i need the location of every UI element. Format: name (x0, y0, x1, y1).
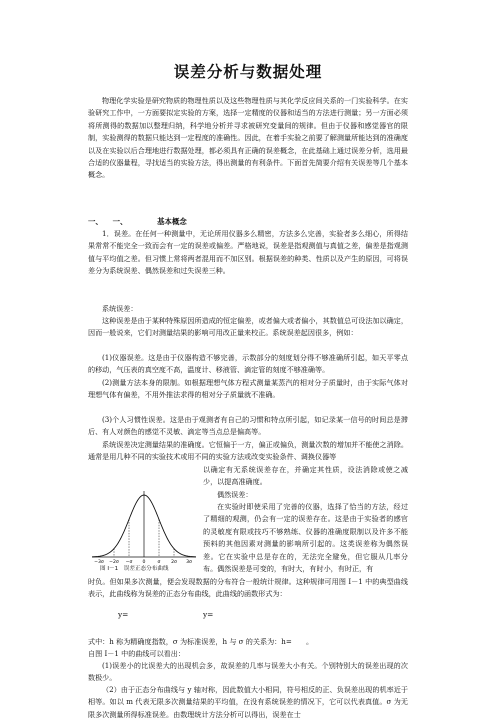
sigma-tick-label: 3σ (186, 560, 192, 565)
systematic-error-note-continued: 以确定有无系统误差存在，并确定其性质，设法消除或使之减少，以提高准确度。 (203, 465, 408, 487)
sigma-tick-label: 0 (142, 560, 146, 565)
sigma-tick-label: σ (157, 560, 161, 565)
heading-number-duplicate: 一、 (112, 217, 128, 226)
error-definition-paragraph: 1．误差。在任何一种测量中，无论所用仪器多么精密，方法多么完善，实验者多么细心，所得结果常常不能完全一致而会有一定的误差或偏差。严格地说，误差是指观测值与真值之差，偏差是指观测值与平均值之差。但习惯上常将两者混用而不加区别。根据误差的种类、性质以及产生的原因，可将误差分为系统误差、偶然误差和过失误差三种。 (88, 229, 408, 276)
formula-explanation: 式中：h 称为精确度指数，σ 为标准误差，h 与 σ 的关系为：h= 。 (88, 637, 314, 646)
personal-error-paragraph: (3)个人习惯性误差。这是由于观测者有自己的习惯和特点所引起，如记录某一信号的时间总是滞后、有人对颜色的感觉不灵敏、滴定等当点总是偏高等。 (88, 415, 408, 437)
figure-caption: 图 I－1 误差正态分布曲线 (100, 566, 169, 572)
systematic-error-note: 系统误差决定测量结果的准确度。它恒偏于一方，偏正或偏负，测量次数的增加并不能使之消除。通常是用几种不同的实验技术或用不同的实验方法或改变实验条件、调换仪器等 (88, 440, 408, 462)
normal-distribution-figure (88, 487, 200, 575)
sigma-tick-label: −3σ (94, 560, 104, 565)
page-title: 误差分析与数据处理 (173, 63, 323, 81)
sigma-tick-label: −σ (125, 560, 133, 565)
systematic-error-definition: 这种误差是由于某种特殊原因所造成的恒定偏差，或者偏大或者偏小，其数值总可设法加以确定，因而一般说来，它们对测量结果的影响可用改正量来校正。系统误差起因很多，例如： (88, 316, 408, 338)
normal-curve-graphic (88, 487, 200, 565)
section-heading (88, 216, 408, 227)
random-error-paragraph: 在实验时即使采用了完善的仪器，选择了恰当的方法，经过了精细的观测，仍会有一定的误差存在。这是由于实验者的感官的灵敏度有限或技巧不够熟练、仪器的准确度限制以及许多不能预料的其他因素对测量的影响所引起的。这类误差称为偶然误差。它在实验中总是存在的，无法完全避免，但它服从几率分布。偶然误差是可变的，有时大，有时小，有时正，有 (203, 502, 408, 574)
heading-number: 一、 (88, 217, 103, 226)
heading-text: 基本概念 (157, 217, 187, 226)
curve-observation-intro: 自图 I－1 中的曲线可以看出： (88, 649, 185, 658)
instrument-error-paragraph: (1)仪器误差。这是由于仪器构造不够完善，示数部分的刻度划分得不够准确所引起，如天平零点的移动，气压表的真空度不高，温度计、移液管、滴定管的刻度不够准确等。 (88, 353, 408, 375)
method-error-paragraph: (2)测量方法本身的限制。如根据理想气体方程式测量某蒸汽的相对分子质量时，由于实际气体对理想气体有偏差，不用外推法求得的相对分子质量就不准确。 (88, 378, 408, 400)
intro-paragraph: 物理化学实验是研究物质的物理性质以及这些物理性质与其化学反应间关系的一门实验科学。在实验研究工作中，一方面要拟定实验的方案，选择一定精度的仪器和适当的方法进行测量；另一方面必须将所测得的数据加以整理归纳，科学地分析并寻求被研究变量间的规律。但由于仪器和感觉器官的限制，实验测得的数据只能达到一定程度的准确性。因此，在着手实验之前要了解测量所能达到的准确度以及在实验以后合理地进行数据处理，都必须具有正确的误差概念，在此基础上通过误差分析，选用最合适的仪器量程，寻找适当的实验方法，得出测量的有利条件。下面首先简要介绍有关误差等几个基本概念。 (88, 96, 408, 180)
observation-2: （2）由于正态分布曲线与 y 轴对称，因此数值大小相同，符号相反的正、负误差出现的机率近于相等。如以 m 代表无限多次测量结果的平均值，在没有系统误差的情况下，它可以代表真值。σ 为无限多次测量所得标准误差。由数理统计方法分析可以得出，误差在士 (88, 685, 408, 719)
random-error-paragraph-continued: 时负。但如果多次测量，便会发现数据的分布符合一般统计规律。这种规律可用图 I－1 中的典型曲线表示，此曲线称为误差的正态分布曲线，此曲线的函数形式为： (88, 577, 408, 599)
formula-left: y= (118, 610, 129, 619)
systematic-error-title: 系统误差： (102, 304, 138, 313)
formula-right: y= (203, 610, 214, 619)
random-error-title: 偶然误差： (217, 490, 253, 499)
sigma-tick-label: −2σ (109, 560, 119, 565)
observation-1: (1)误差小的比误差大的出现机会多，故误差的几率与误差大小有关。个别特别大的误差出现的次数极少。 (88, 661, 408, 683)
sigma-tick-label: 2σ (171, 560, 177, 565)
